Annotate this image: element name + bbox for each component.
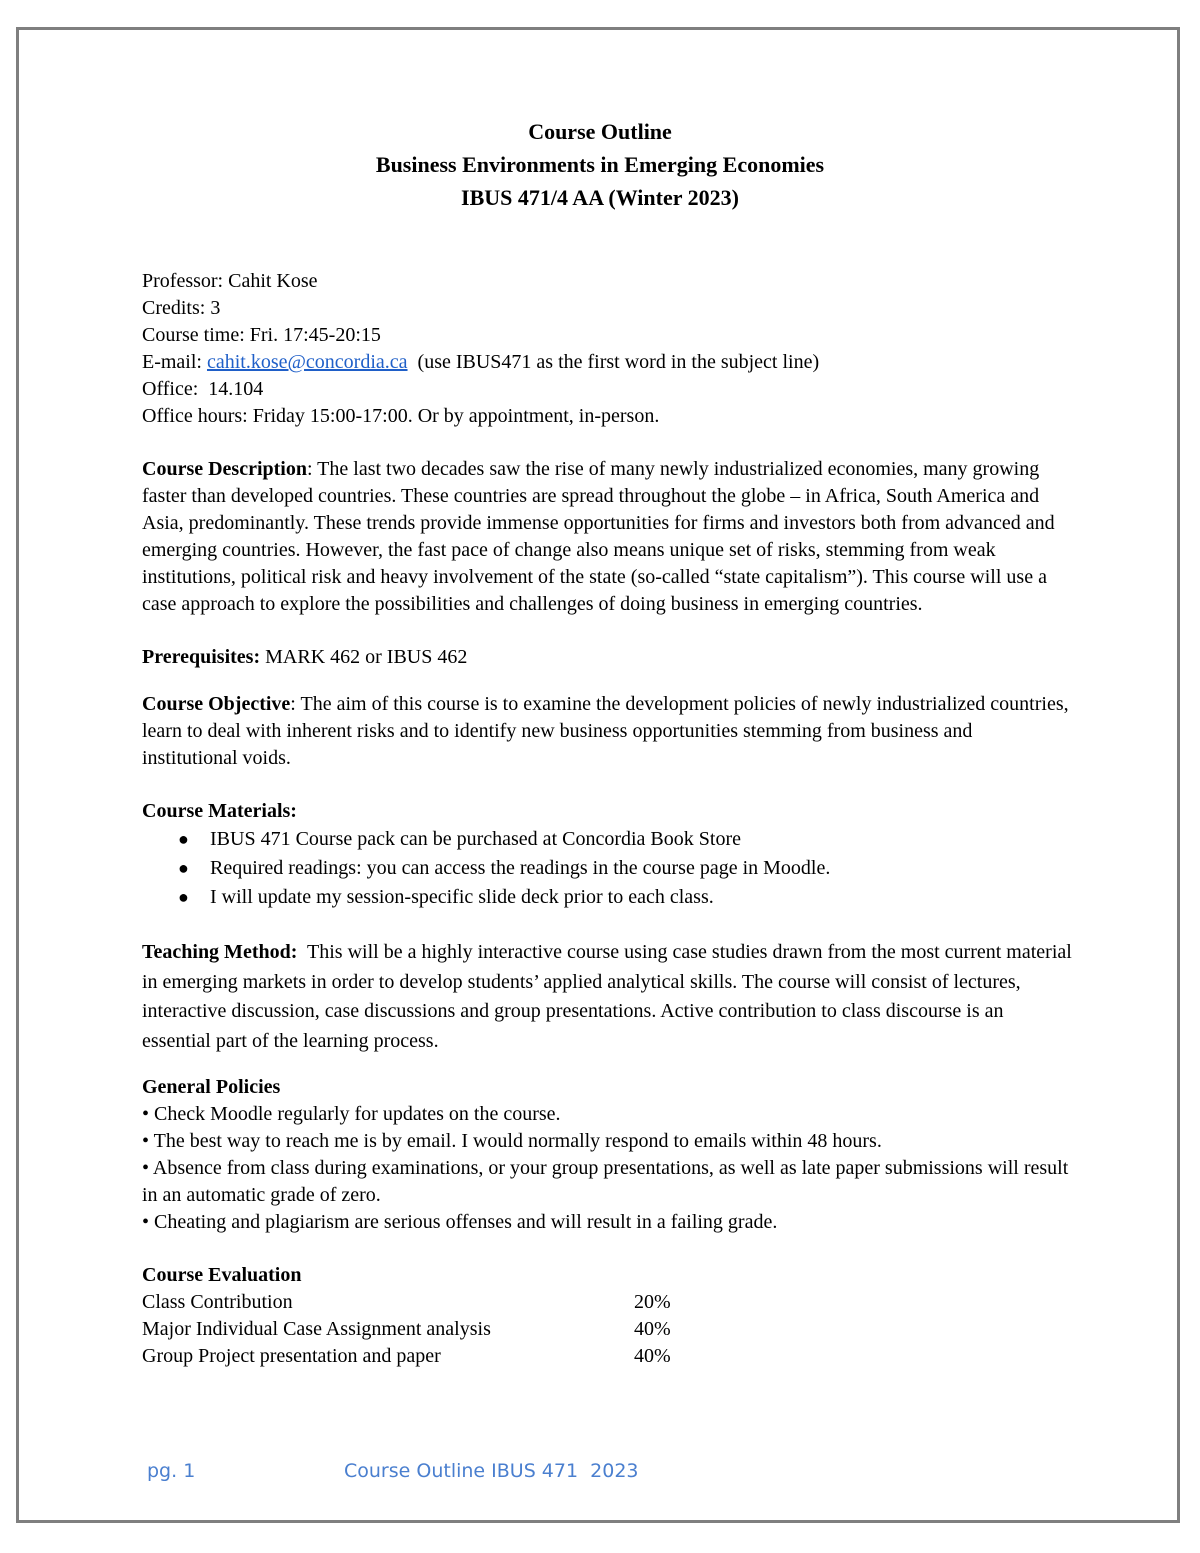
teaching-heading: Teaching Method: bbox=[142, 941, 298, 963]
list-item: ● Required readings: you can access the readings in the course page in Moodle. bbox=[142, 854, 1072, 883]
policy-item: • Cheating and plagiarism are serious offenses and will result in a failing grade. bbox=[142, 1211, 778, 1233]
policy-item: • Absence from class during examinations, or your group presentations, as well as late paper submissions will result in an automatic grade of zero. bbox=[142, 1157, 1069, 1206]
email-label: E-mail: bbox=[142, 351, 207, 373]
course-outline-body bbox=[142, 268, 1077, 1370]
course-objective bbox=[142, 691, 1072, 772]
teaching-text: This will be a highly interactive course using case studies drawn from the most current material in emerging markets in order to develop students’ applied analytical skills. The course will consist of lectures, interactive discussion, case discussions and group presentations. Active contribution to class discourse is an essential part of the learning process. bbox=[142, 941, 1077, 1052]
prerequisites-text: MARK 462 or IBUS 462 bbox=[260, 646, 468, 668]
professor: Professor: Cahit Kose bbox=[142, 270, 318, 292]
list-item: ● IBUS 471 Course pack can be purchased at Concordia Book Store bbox=[142, 825, 1072, 854]
evaluation-weight: 40% bbox=[634, 1345, 671, 1367]
prerequisites-heading: Prerequisites: bbox=[142, 646, 261, 668]
objective-heading: Course Objective bbox=[142, 693, 291, 715]
evaluation-weight: 40% bbox=[634, 1318, 671, 1340]
office-hours: Office hours: Friday 15:00-17:00. Or by appointment, in-person. bbox=[142, 405, 660, 427]
office: Office: 14.104 bbox=[142, 378, 264, 400]
evaluation-heading: Course Evaluation bbox=[142, 1264, 302, 1286]
bullet-icon: ● bbox=[178, 887, 189, 907]
course-description bbox=[142, 456, 1072, 618]
document-title bbox=[0, 115, 1200, 214]
description-heading: Course Description bbox=[142, 458, 307, 480]
policy-item: • The best way to reach me is by email. I would normally respond to emails within 48 hours. bbox=[142, 1130, 882, 1152]
materials-list bbox=[142, 825, 1072, 912]
evaluation-label: Group Project presentation and paper bbox=[142, 1345, 441, 1367]
course-code: IBUS 471/4 AA (Winter 2023) bbox=[461, 185, 739, 210]
description-text: : The last two decades saw the rise of many newly industrialized economies, many growing faster than developed countries. These countries are spread throughout the globe – in Africa, South America and Asia, predominantly. These trends provide immense opportunities for firms and investors both from advanced and emerging countries. However, the fast pace of change also means unique set of risks, stemming from weak institutions, political risk and heavy involvement of the state (so-called “state capitalism”). This course will use a case approach to explore the possibilities and challenges of doing business in emerging countries. bbox=[142, 458, 1055, 615]
policies-heading: General Policies bbox=[142, 1076, 281, 1098]
bullet-icon: ● bbox=[178, 829, 189, 849]
objective-text: : The aim of this course is to examine the development policies of newly industrialized countries, learn to deal with inherent risks and to identify new business opportunities stemming from business and institutional voids. bbox=[142, 693, 1069, 769]
bullet-icon: ● bbox=[178, 858, 189, 878]
evaluation-label: Class Contribution bbox=[142, 1291, 293, 1313]
evaluation-row bbox=[142, 1289, 1072, 1316]
prerequisites bbox=[142, 644, 1072, 671]
footer-text: Course Outline IBUS 471 2023 bbox=[344, 1460, 639, 1482]
title-line-1: Course Outline bbox=[528, 119, 672, 144]
teaching-method bbox=[142, 938, 1077, 1056]
email-line bbox=[142, 349, 1072, 376]
page-number: pg. 1 bbox=[147, 1460, 196, 1482]
credits: Credits: 3 bbox=[142, 297, 221, 319]
materials-heading: Course Materials: bbox=[142, 800, 297, 822]
email-link[interactable]: cahit.kose@concordia.ca bbox=[206, 351, 408, 373]
evaluation-row bbox=[142, 1316, 1072, 1343]
policy-item: • Check Moodle regularly for updates on the course. bbox=[142, 1103, 561, 1125]
course-time: Course time: Fri. 17:45-20:15 bbox=[142, 324, 381, 346]
course-name: Business Environments in Emerging Economies bbox=[375, 152, 825, 177]
evaluation-label: Major Individual Case Assignment analysis bbox=[142, 1318, 491, 1340]
email-note: (use IBUS471 as the first word in the subject line) bbox=[407, 351, 820, 373]
evaluation-weight: 20% bbox=[634, 1291, 671, 1313]
evaluation-row bbox=[142, 1343, 1072, 1370]
list-item: ● I will update my session-specific slide deck prior to each class. bbox=[142, 883, 1072, 912]
